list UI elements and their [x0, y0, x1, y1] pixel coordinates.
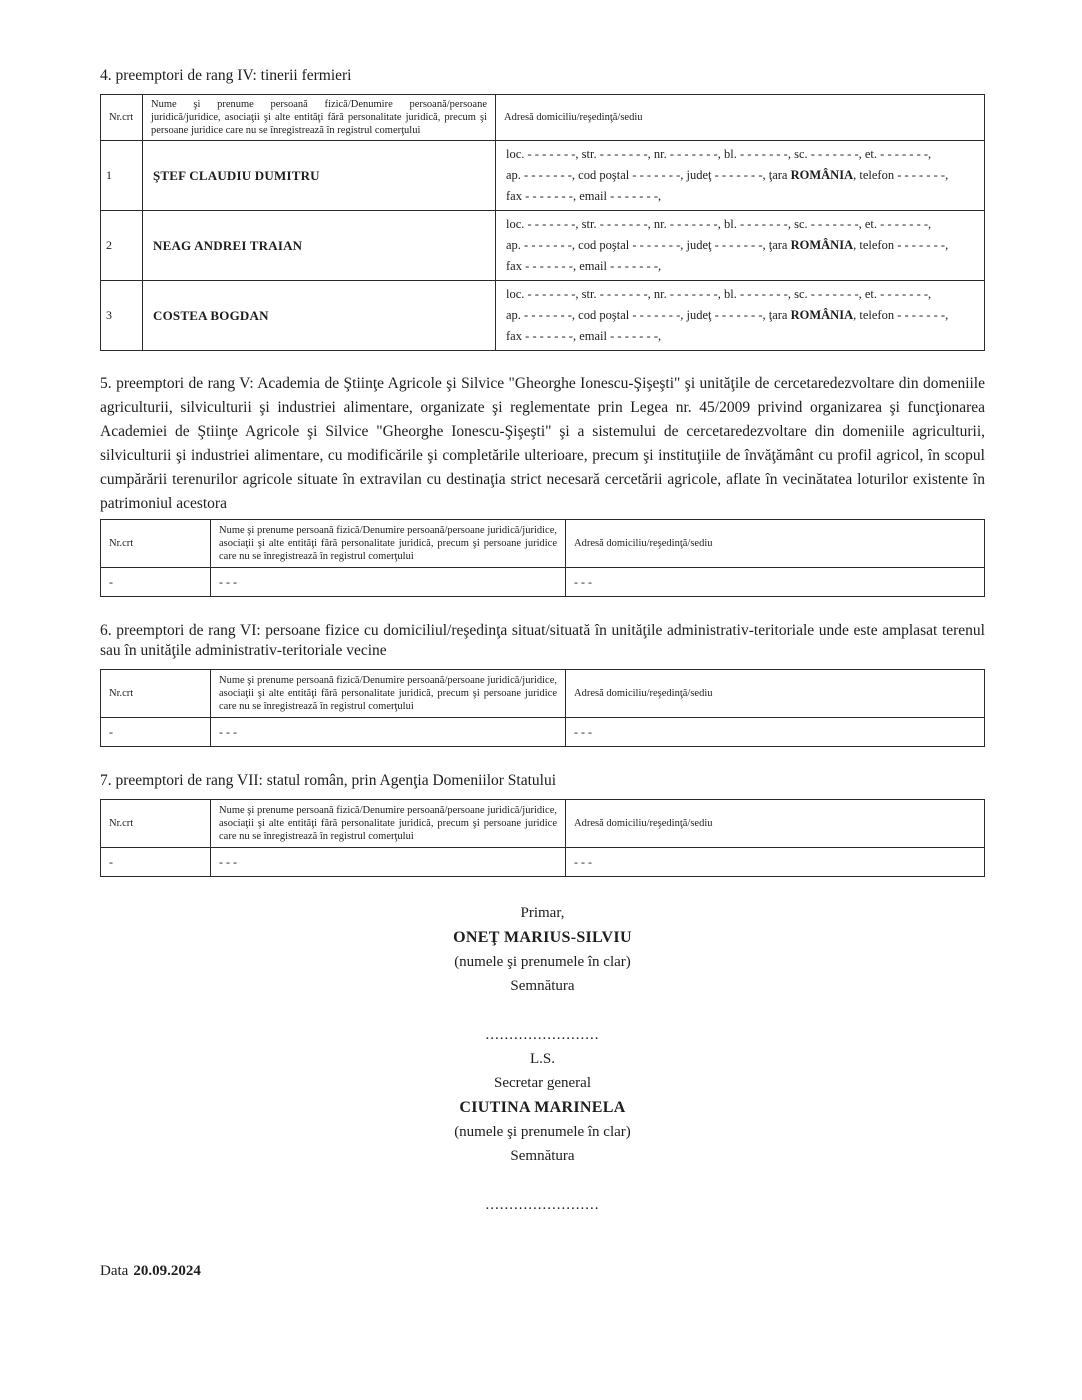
- address-line-3: fax - - - - - - -, email - - - - - - -,: [506, 189, 662, 203]
- date-value: 20.09.2024: [133, 1263, 201, 1279]
- table-header-row: [101, 95, 985, 141]
- section-6-heading: 6. preemptori de rang VI: persoane fizice cu domiciliul/reşedinţa situat/situată în unităţile administrativ-teritoriale unde este amplasat terenul sau în unităţile administrativ-teritoriale vecine: [100, 622, 985, 659]
- header-address: Adresă domiciliu/reşedinţă/sediu: [496, 95, 985, 141]
- table-row: [101, 848, 985, 877]
- name-clarification-note: (numele şi prenumele în clar): [454, 954, 631, 970]
- table-header-row: [101, 520, 985, 568]
- signature-label: Semnătura: [510, 1148, 575, 1164]
- header-nr-crt: Nr.crt: [101, 520, 211, 568]
- row-number-cell: 1: [101, 141, 143, 211]
- signature-dotted-line: ........................: [485, 1027, 600, 1043]
- mayor-title: Primar,: [520, 905, 565, 921]
- header-address: Adresă domiciliu/reşedinţă/sediu: [566, 800, 985, 848]
- section-5-paragraph: 5. preemptori de rang V: Academia de Ştiinţe Agricole şi Silvice "Gheorghe Ionescu-Şişeşti" şi unităţile de cercetaredezvoltare din domeniile agriculturii, silviculturii şi industriei alimentare, organizate şi reglementate prin Legea nr. 45/2009 privind organizarea şi funcţionarea Academiei de Ştiinţe Agricole şi Silvice "Gheorghe Ionescu-Şişeşti" şi a sistemului de cercetaredezvoltare din domeniile agriculturii, silviculturii şi industriei alimentare, cu modificările şi completările ulterioare, precum şi instituţiile de învăţământ cu profil agricol, în scopul cumpărării terenurilor agricole situate în extravilan cu destinaţia strict necesară cercetării agricole, aflate în vecinătatea loturilor existente în patrimoniul acestora: [100, 375, 985, 512]
- ls-stamp-label: L.S.: [529, 1051, 555, 1067]
- secretary-title: Secretar general: [493, 1075, 592, 1091]
- name-cell: COSTEA BOGDAN: [143, 281, 496, 351]
- country-name: ROMÂNIA: [790, 168, 854, 182]
- address-cell: [496, 281, 985, 351]
- row-number-cell: -: [101, 848, 211, 877]
- name-clarification-note: (numele şi prenumele în clar): [454, 1124, 631, 1140]
- address-line-1: loc. - - - - - - -, str. - - - - - - -, nr. - - - - - - -, bl. - - - - - - -, sc. - - - - - - -, et. - - - - - - -,: [506, 147, 932, 161]
- address-line-1: loc. - - - - - - -, str. - - - - - - -, nr. - - - - - - -, bl. - - - - - - -, sc. - - - - - - -, et. - - - - - - -,: [506, 287, 932, 301]
- address-line-2: ap. - - - - - - -, cod poştal - - - - - - -, judeţ - - - - - - -, ţara ROMÂNIA, telefon - - - - - - -,: [506, 238, 949, 252]
- table-row: [101, 211, 985, 281]
- country-name: ROMÂNIA: [790, 238, 854, 252]
- table-header-row: [101, 670, 985, 718]
- row-number-cell: -: [101, 718, 211, 747]
- section-4-heading: 4. preemptori de rang IV: tinerii fermieri: [100, 67, 352, 84]
- table-row: [101, 141, 985, 211]
- mayor-name: ONEŢ MARIUS-SILVIU: [453, 929, 632, 946]
- date-label: Data: [100, 1263, 129, 1279]
- table-header-row: [101, 800, 985, 848]
- header-nr-crt: Nr.crt: [101, 95, 143, 141]
- header-name: Nume şi prenume persoană fizică/Denumire persoană/persoane juridică/juridice, asociaţii şi alte entităţi fără personalitate juridică, precum şi persoane juridice care nu se înregistrează în registrul comerţului: [211, 520, 566, 568]
- name-cell: ŞTEF CLAUDIU DUMITRU: [143, 141, 496, 211]
- rang-iv-table: [100, 94, 985, 351]
- row-number-cell: 3: [101, 281, 143, 351]
- header-name: Nume şi prenume persoană fizică/Denumire persoană/persoane juridică/juridice, asociaţii şi alte entităţi fără personalitate juridică, precum şi persoane juridice care nu se înregistrează în registrul comerţului: [143, 95, 496, 141]
- address-line-3: fax - - - - - - -, email - - - - - - -,: [506, 329, 662, 343]
- address-line-1: loc. - - - - - - -, str. - - - - - - -, nr. - - - - - - -, bl. - - - - - - -, sc. - - - - - - -, et. - - - - - - -,: [506, 217, 932, 231]
- name-cell: - - -: [211, 568, 566, 597]
- rang-vii-table: [100, 799, 985, 877]
- row-number-cell: -: [101, 568, 211, 597]
- table-row: [101, 281, 985, 351]
- address-cell: - - -: [566, 848, 985, 877]
- header-nr-crt: Nr.crt: [101, 800, 211, 848]
- header-address: Adresă domiciliu/reşedinţă/sediu: [566, 520, 985, 568]
- country-name: ROMÂNIA: [790, 308, 854, 322]
- signature-label: Semnătura: [510, 978, 575, 994]
- header-nr-crt: Nr.crt: [101, 670, 211, 718]
- row-number-cell: 2: [101, 211, 143, 281]
- signature-dotted-line: ........................: [485, 1197, 600, 1213]
- address-line-2: ap. - - - - - - -, cod poştal - - - - - - -, judeţ - - - - - - -, ţara ROMÂNIA, telefon - - - - - - -,: [506, 308, 949, 322]
- rang-v-table: [100, 519, 985, 597]
- header-name: Nume şi prenume persoană fizică/Denumire persoană/persoane juridică/juridice, asociaţii şi alte entităţi fără personalitate juridică, precum şi persoane juridice care nu se înregistrează în registrul comerţului: [211, 800, 566, 848]
- header-address: Adresă domiciliu/reşedinţă/sediu: [566, 670, 985, 718]
- table-row: [101, 568, 985, 597]
- rang-vi-table: [100, 669, 985, 747]
- address-line-3: fax - - - - - - -, email - - - - - - -,: [506, 259, 662, 273]
- address-cell: - - -: [566, 568, 985, 597]
- address-cell: - - -: [566, 718, 985, 747]
- header-name: Nume şi prenume persoană fizică/Denumire persoană/persoane juridică/juridice, asociaţii şi alte entităţi fără personalitate juridică, precum şi persoane juridice care nu se înregistrează în registrul comerţului: [211, 670, 566, 718]
- name-cell: - - -: [211, 718, 566, 747]
- address-cell: [496, 141, 985, 211]
- name-cell: - - -: [211, 848, 566, 877]
- address-line-2: ap. - - - - - - -, cod poştal - - - - - - -, judeţ - - - - - - -, ţara ROMÂNIA, telefon - - - - - - -,: [506, 168, 949, 182]
- table-row: [101, 718, 985, 747]
- name-cell: NEAG ANDREI TRAIAN: [143, 211, 496, 281]
- section-7-heading: 7. preemptori de rang VII: statul român, prin Agenţia Domeniilor Statului: [100, 772, 557, 789]
- signature-block: [100, 901, 985, 1217]
- secretary-name: CIUTINA MARINELA: [459, 1099, 626, 1116]
- document-date: [100, 1263, 985, 1280]
- address-cell: [496, 211, 985, 281]
